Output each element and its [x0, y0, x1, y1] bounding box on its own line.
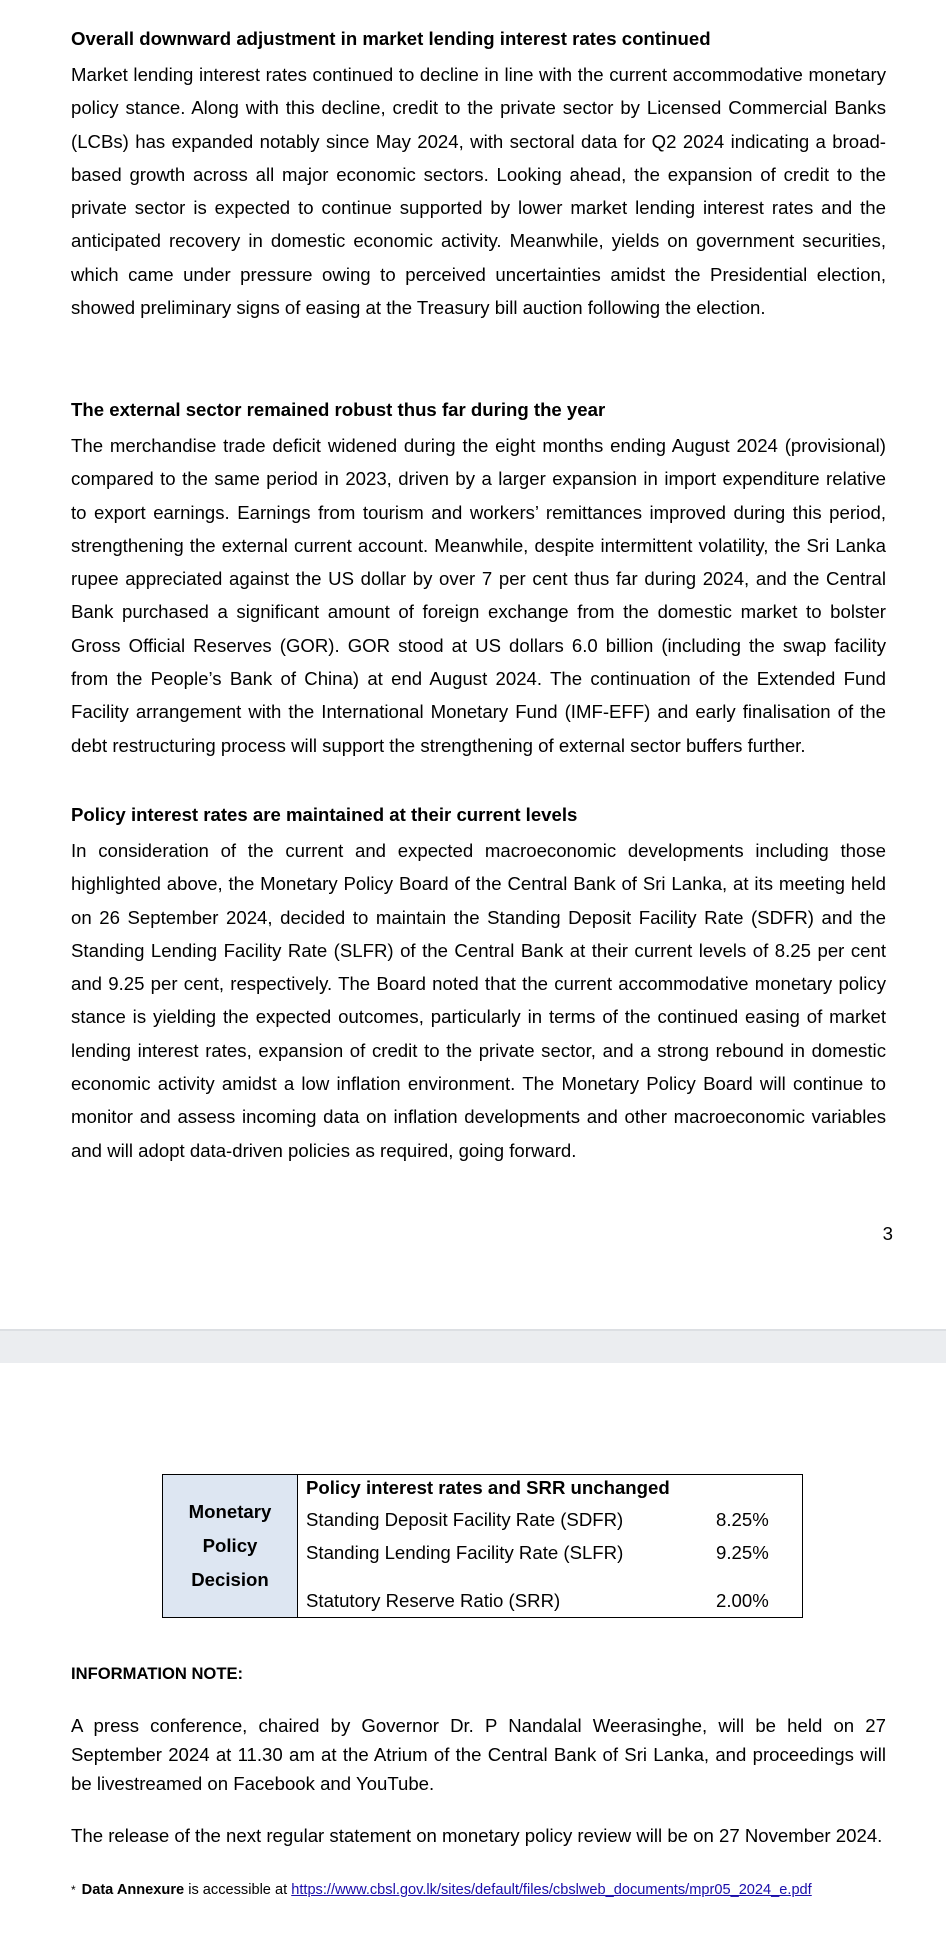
footnote-star: *	[71, 1883, 76, 1897]
next-release-note: The release of the next regular statement on monetary policy review will be on 27 November 2024.	[71, 1825, 883, 1846]
decision-label	[163, 1475, 298, 1618]
rate-name: Standing Lending Facility Rate (SLFR)	[306, 1542, 624, 1563]
decision-label-line: Monetary	[188, 1501, 272, 1522]
section-body: The merchandise trade deficit widened during the eight months ending August 2024 (provisional) compared to the same period in 2023, driven by a larger expansion in import expenditure relative to export earnings. Earnings from tourism and workers’ remittances improved during this period, strengthening the external current account. Meanwhile, despite intermittent volatility, the Sri Lanka rupee appreciated against the US dollar by over 7 per cent thus far during 2024, and the Central Bank purchased a significant amount of foreign exchange from the domestic market to bolster Gross Official Reserves (GOR). GOR stood at US dollars 6.0 billion (including the swap facility from the People’s Bank of China) at end August 2024. The continuation of the Extended Fund Facility arrangement with the International Monetary Fund (IMF-EFF) and early finalisation of the debt restructuring process will support the strengthening of external sector buffers further.	[71, 435, 886, 756]
section-policy-rates	[71, 802, 886, 1167]
section-external-sector	[71, 397, 886, 762]
rate-value: 2.00%	[716, 1590, 769, 1611]
rate-row-srr	[298, 1584, 802, 1617]
rate-row-slfr	[298, 1536, 802, 1569]
section-heading: Policy interest rates are maintained at their current levels	[71, 804, 578, 825]
decision-label-line: Policy	[202, 1535, 258, 1556]
page-number: 3	[882, 1223, 893, 1244]
rate-name: Standing Deposit Facility Rate (SDFR)	[306, 1509, 624, 1530]
press-conference-note: A press conference, chaired by Governor Dr. P Nandalal Weerasinghe, will be held on 27 September 2024 at 11.30 am at the Atrium of the Central Bank of Sri Lanka, and proceedings will be livestreamed on Facebook and YouTube.	[71, 1715, 886, 1794]
section-body: Market lending interest rates continued to decline in line with the current accommodative monetary policy stance. Along with this decline, credit to the private sector by Licensed Commercial Banks (LCBs) has expanded notably since May 2024, with sectoral data for Q2 2024 indicating a broad-based growth across all major economic sectors. Looking ahead, the expansion of credit to the private sector is expected to continue supported by lower market lending interest rates and the anticipated recovery in domestic economic activity. Meanwhile, yields on government securities, which came under pressure owing to perceived uncertainties amidst the Presidential election, showed preliminary signs of easing at the Treasury bill auction following the election.	[71, 64, 886, 319]
page-separator	[0, 1329, 946, 1363]
section-lending-rates	[71, 26, 886, 324]
section-heading: The external sector remained robust thus far during the year	[71, 399, 606, 420]
document-page-4	[0, 1363, 946, 1948]
annexure-text: is accessible at	[184, 1882, 292, 1898]
rate-row-sdfr	[298, 1503, 802, 1536]
data-annexure-note	[71, 1880, 812, 1900]
annexure-label: Data Annexure	[81, 1882, 185, 1898]
annexure-link[interactable]: https://www.cbsl.gov.lk/sites/default/files/cbslweb_documents/mpr05_2024_e.pdf	[291, 1882, 812, 1898]
section-body: In consideration of the current and expected macroeconomic developments including those highlighted above, the Monetary Policy Board of the Central Bank of Sri Lanka, at its meeting held on 26 September 2024, decided to maintain the Standing Deposit Facility Rate (SDFR) and the Standing Lending Facility Rate (SLFR) of the Central Bank at their current levels of 8.25 per cent and 9.25 per cent, respectively. The Board noted that the current accommodative monetary policy stance is yielding the expected outcomes, particularly in terms of the continued easing of market lending interest rates, expansion of credit to the private sector, and a strong rebound in domestic economic activity amidst a low inflation environment. The Monetary Policy Board will continue to monitor and assess incoming data on inflation developments and other macroeconomic variables and will adopt data-driven policies as required, going forward.	[71, 840, 886, 1161]
rate-value: 9.25%	[716, 1542, 769, 1563]
rate-name: Statutory Reserve Ratio (SRR)	[306, 1590, 561, 1611]
decision-rates	[298, 1475, 803, 1618]
monetary-policy-decision-box	[162, 1474, 803, 1618]
section-heading: Overall downward adjustment in market lending interest rates continued	[71, 28, 711, 49]
rate-value: 8.25%	[716, 1509, 769, 1530]
information-note-title: INFORMATION NOTE:	[71, 1664, 244, 1683]
decision-label-line: Decision	[191, 1569, 269, 1590]
decision-heading: Policy interest rates and SRR unchanged	[306, 1477, 670, 1498]
